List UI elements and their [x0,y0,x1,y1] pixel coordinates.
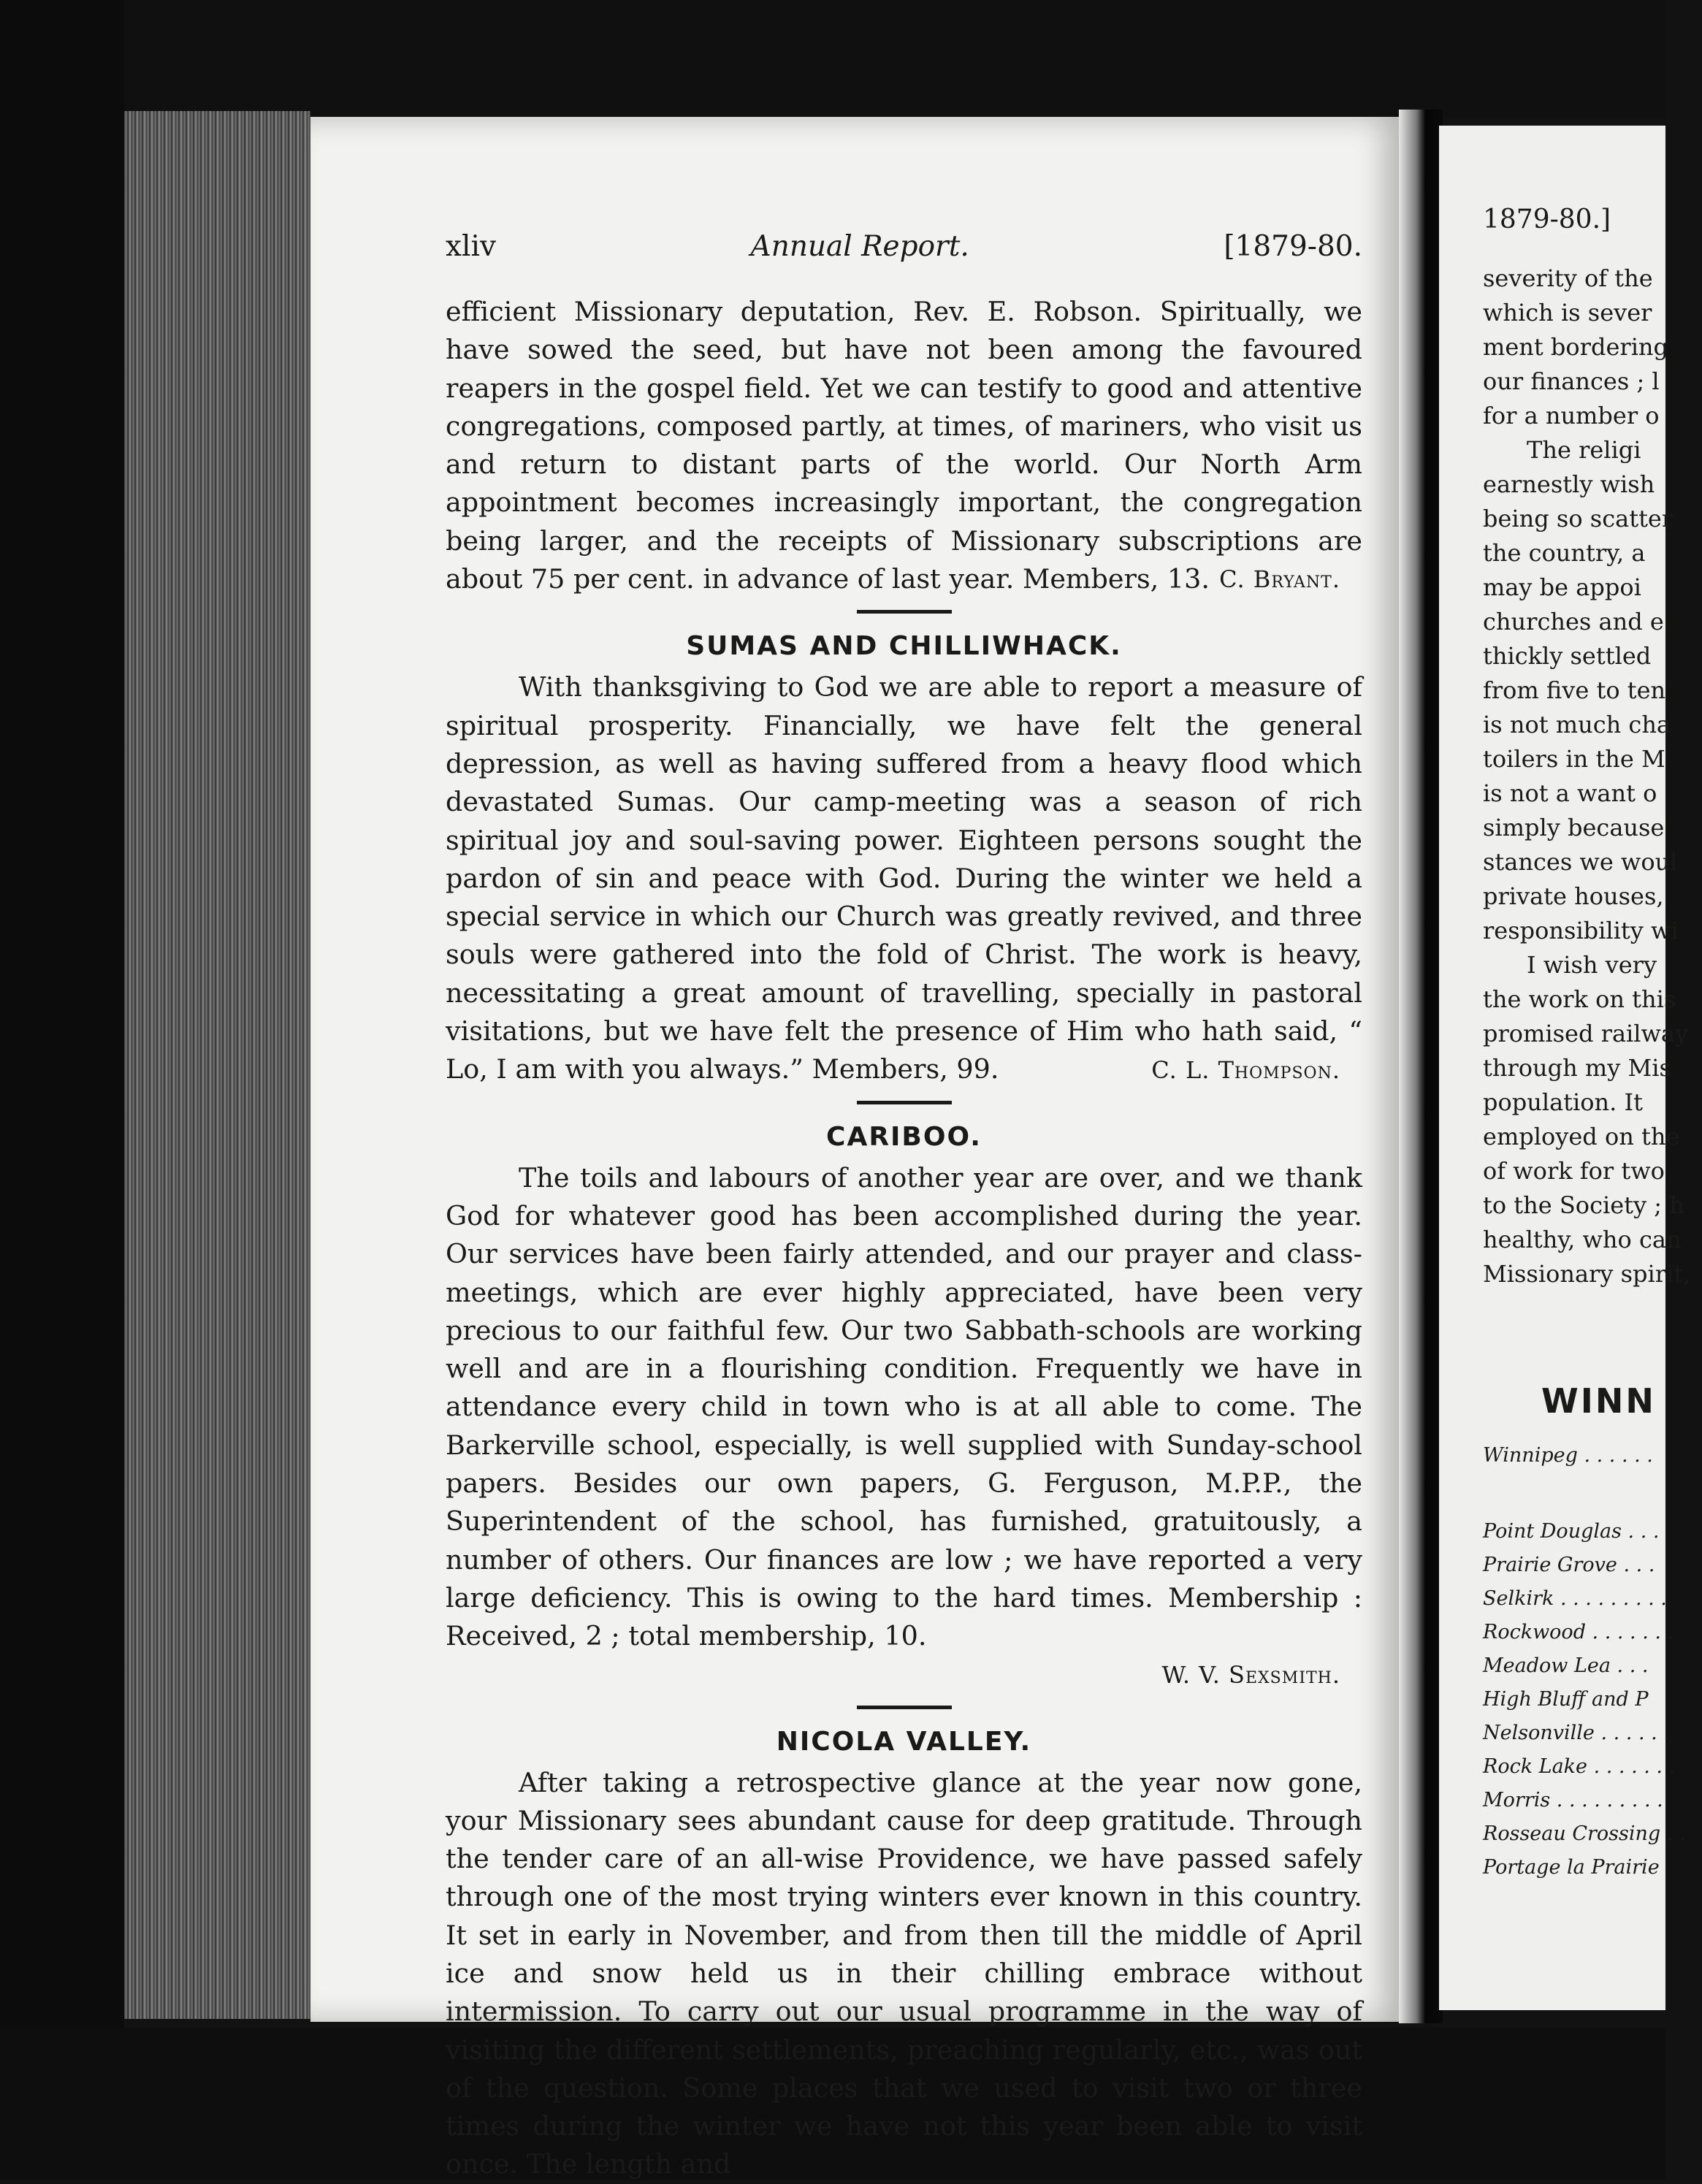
right-page-list-item: Selkirk . . . . . . . . . [1483,1587,1667,1610]
signature-bryant: C. Bryant. [1219,565,1340,594]
right-page-line: is not a want o [1483,779,1657,807]
sumas-paragraph: With thanksgiving to God we are able to report a measure of spiritual prosperity. Financially, we have felt the general depression, as well as having suffered from a heavy flood which devastated Sumas. Our camp-meeting was a season of rich spiritual joy and soul-saving power. Eighteen persons sought the pardon of sin and peace with God. During the winter we held a special service in which our Church was greatly revived, and three souls were gathered into the fold of Christ. The work is heavy, necessitating a great amount of travelling, specially in pastoral visitations, but we have felt the presence of Him who hath said, “ Lo, I am with you always.” Members, 99. [446,671,1362,1085]
book-page-edges [124,111,310,2019]
right-page-line: simply because [1483,814,1665,841]
right-page [1439,126,1691,2010]
right-page-line: ment bordering [1483,333,1669,361]
right-page-line: stances we woul [1483,848,1678,876]
section-heading-nicola: NICOLA VALLEY. [776,1726,1032,1757]
right-page-line: the work on this [1483,985,1676,1013]
right-page-line: which is sever [1483,299,1652,327]
right-page-list-item: Prairie Grove . . . [1483,1554,1655,1576]
page-number: xliv [446,230,496,263]
running-header [446,230,1362,274]
right-page-list-item: Rosseau Crossing . . [1483,1822,1686,1845]
right-page-line: The religi [1527,436,1641,464]
book-gutter [1399,110,1443,2023]
right-page-list-item: Portage la Prairie [1483,1856,1660,1879]
section-divider [857,610,952,614]
signature-thompson: C. L. Thompson. [1151,1055,1340,1084]
year-label: [1879-80. [1224,230,1362,263]
right-page-line: to the Society ; h [1483,1191,1684,1219]
right-page-list-item: Meadow Lea . . . [1483,1654,1649,1677]
right-page-list-item: Rock Lake . . . . . . . [1483,1755,1676,1778]
right-page-line: Missionary spirit, [1483,1260,1691,1288]
right-page-line: population. It [1483,1088,1643,1116]
section-heading-cariboo: CARIBOO. [826,1121,982,1152]
right-page-line: employed on the [1483,1123,1680,1150]
right-year-label: 1879-80.] [1483,205,1611,234]
right-page-line: toilers in the M [1483,745,1665,773]
scan-background-left [0,0,124,2180]
right-page-line: may be appoi [1483,573,1641,601]
right-page-line: private houses, [1483,882,1664,910]
right-page-line: I wish very [1527,951,1657,979]
section-divider [857,1101,952,1104]
right-page-line: promised railway [1483,1020,1689,1047]
right-page-line: healthy, who can [1483,1226,1682,1253]
right-page-lines [1483,261,1702,1291]
section-divider [857,1706,952,1709]
right-page-list-item: Morris . . . . . . . . . [1483,1789,1663,1811]
right-page-line: is not much cha [1483,711,1671,738]
right-page-items [1483,1515,1702,1885]
left-page [310,117,1406,2180]
right-page-list-item: Point Douglas . . . [1483,1520,1660,1543]
right-page-line: churches and e [1483,608,1664,635]
right-page-line: responsibility wi [1483,917,1679,944]
right-page-line: our finances ; l [1483,367,1660,395]
right-heading-fragment: WINN [1541,1381,1656,1421]
nicola-paragraph: After taking a retrospective glance at the year now gone, your Missionary sees abundant cause for deep gratitude. Through the tender care of an all-wise Providence, we have passed safely through one of the most trying winters ever known in this country. It set in early in November, and from then till the middle of April ice and snow held us in their chilling embrace without intermission. To carry out our usual programme in the way of visiting the different settlements, preaching regularly, etc., was out of the question. Some places that we used to visit two or three times during the winter we have not this year been able to visit once. The length and [446,1766,1362,2180]
running-title: Annual Report. [750,230,969,263]
scan-background-top [0,0,1665,117]
right-page-line: for a number o [1483,402,1660,429]
right-page-line: of work for two [1483,1157,1665,1185]
right-page-line: earnestly wish [1483,470,1655,498]
right-page-text [1483,205,1702,1885]
signature-sexsmith: W. V. Sexsmith. [1161,1660,1340,1689]
right-page-list-item: Rockwood . . . . . . . [1483,1621,1674,1643]
right-page-line: being so scatter [1483,505,1674,532]
right-page-line: thickly settled [1483,642,1652,670]
right-page-line: through my Mis [1483,1054,1671,1082]
right-page-line: from five to ten [1483,676,1666,704]
left-page-text [446,230,1362,2184]
right-page-list-item: Nelsonville . . . . . . [1483,1722,1670,1744]
intro-paragraph: efficient Missionary deputation, Rev. E. Robson. Spiritually, we have sowed the seed, but have not been among the favoured reapers in the gospel field. Yet we can testify to good and attentive congregations, composed partly, at times, of mariners, who visit us and return to distant parts of the world. Our North Arm appointment becomes increasingly important, the congregation being larger, and the receipts of Missionary subscriptions are about 75 per cent. in advance of last year. Members, 13. [446,296,1362,595]
right-page-list-item: High Bluff and P [1483,1688,1649,1711]
right-page-line: severity of the [1483,264,1653,292]
cariboo-paragraph: The toils and labours of another year are over, and we thank God for whatever good has been accomplished during the year. Our services have been fairly attended, and our prayer and class-meetings, which are ever highly appreciated, have been very precious to our faithful few. Our two Sabbath-schools are working well and are in a flourishing condition. Frequently we have in attendance every child in town who is at all able to come. The Barkerville school, especially, is well supplied with Sunday-school papers. Besides our own papers, G. Ferguson, M.P.P., the Superintendent of the school, has furnished, gratuitously, a number of others. Our finances are low ; we have reported a very large deficiency. This is owing to the hard times. Membership : Received, 2 ; total membership, 10. [446,1161,1362,1652]
right-page-line: the country, a [1483,539,1646,567]
section-heading-sumas: SUMAS AND CHILLIWHACK. [686,631,1122,662]
right-first-item: Winnipeg . . . . . . [1483,1444,1653,1467]
